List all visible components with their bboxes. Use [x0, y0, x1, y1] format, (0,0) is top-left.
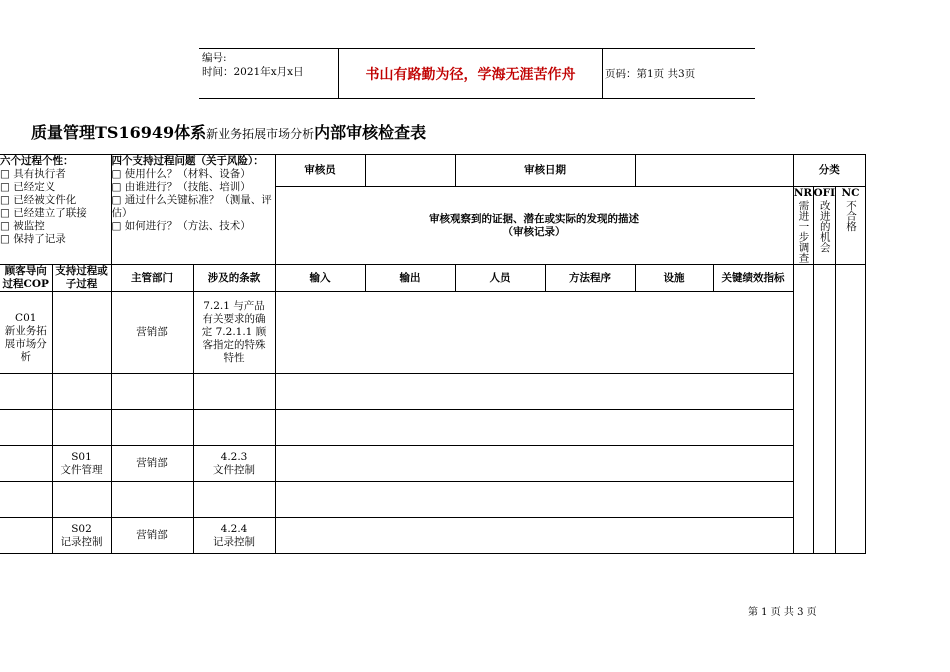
ofi-label: OFI [813, 187, 836, 199]
clause-name: 记录控制 [213, 535, 255, 548]
sub-process-cell [52, 518, 111, 554]
title-main-a: 质量管理TS16949体系 [31, 123, 207, 142]
observation-cell[interactable] [275, 446, 793, 482]
six-item: □ 具有执行者 [0, 168, 66, 180]
nc-header [836, 187, 866, 265]
clause-code: 4.2.4 [220, 522, 248, 535]
clause-cell [193, 518, 275, 554]
time-label: 时间：2021年x月x日 [202, 66, 304, 78]
clause-cell: 7.2.1 与产品有关要求的确定 7.2.1.1 顾客指定的特殊特性 [193, 292, 275, 374]
sub-name: 记录控制 [60, 535, 103, 548]
observation-cell[interactable] [275, 292, 793, 374]
col-output: 输出 [365, 265, 455, 292]
category-label: 分类 [793, 155, 866, 187]
page-footer: 第 1 页 共 3 页 [748, 607, 817, 618]
title-main-b: 内部审核检查表 [314, 123, 427, 142]
department-cell: 营销部 [111, 446, 193, 482]
col-input: 输入 [275, 265, 365, 292]
four-title: 四个支持过程问题（关于风险）： [111, 155, 264, 167]
ofi-header [813, 187, 836, 265]
audit-date-label: 审核日期 [455, 155, 635, 187]
table-row [0, 446, 866, 482]
col-department: 主管部门 [111, 265, 193, 292]
nr-label: NR [793, 187, 813, 199]
page-title [31, 120, 426, 143]
audit-date-value[interactable] [635, 155, 793, 187]
sub-name: 文件管理 [60, 463, 103, 476]
sub-code: S01 [71, 450, 92, 463]
nr-column[interactable] [793, 265, 813, 554]
four-support-questions [111, 155, 275, 265]
six-item: □ 被监控 [0, 220, 45, 232]
six-item: □ 已经建立了联接 [0, 207, 87, 219]
six-item: □ 保持了记录 [0, 233, 66, 245]
header-meta [199, 49, 337, 98]
observation-cell[interactable] [275, 482, 793, 518]
four-item: □ 如何进行？（方法、技术） [111, 220, 251, 232]
page-code: 页码：第1页 共3页 [605, 68, 696, 80]
six-process-features [0, 155, 111, 265]
col-cop: 顾客导向过程COP [0, 265, 52, 292]
table-row [0, 374, 866, 410]
table-row [0, 292, 866, 374]
table-row [0, 518, 866, 554]
table-row [0, 410, 866, 446]
sub-code: S02 [71, 522, 92, 535]
col-facility: 设施 [635, 265, 713, 292]
ofi-desc: 改进的机会 [818, 200, 831, 253]
cop-cell [0, 292, 52, 374]
four-item: □ 使用什么？（材料、设备） [111, 168, 251, 180]
nr-header [793, 187, 813, 265]
col-kpi: 关键绩效指标 [713, 265, 793, 292]
six-item: □ 已经被文件化 [0, 194, 77, 206]
clause-name: 文件控制 [213, 463, 255, 476]
cop-name: 新业务拓展市场分析 [4, 325, 47, 363]
auditor-label: 审核员 [275, 155, 365, 187]
clause-cell [193, 446, 275, 482]
four-item: □ 由谁进行？（技能、培训） [111, 181, 251, 193]
six-title: 六个过程个性： [0, 155, 74, 167]
number-label: 编号: [202, 52, 227, 64]
document-header [199, 48, 755, 99]
observation-cell[interactable] [275, 410, 793, 446]
col-sub-process: 支持过程或子过程 [52, 265, 111, 292]
six-item: □ 已经定义 [0, 181, 56, 193]
sub-process-cell [52, 446, 111, 482]
auditor-value[interactable] [365, 155, 455, 187]
col-people: 人员 [455, 265, 545, 292]
nr-desc: 需进一步调查 [797, 200, 810, 263]
nc-column[interactable] [836, 265, 866, 554]
observation-cell[interactable] [275, 518, 793, 554]
cop-code: C01 [15, 312, 37, 324]
observation-cell[interactable] [275, 374, 793, 410]
title-sub: 新业务拓展市场分析 [206, 127, 315, 141]
department-cell: 营销部 [111, 292, 193, 374]
four-item: □ 通过什么关键标准？（测量、评估） [111, 194, 272, 219]
department-cell: 营销部 [111, 518, 193, 554]
nc-label: NC [841, 187, 860, 199]
audit-checklist-table [0, 154, 866, 554]
table-row [0, 482, 866, 518]
col-clause: 涉及的条款 [193, 265, 275, 292]
col-method: 方法程序 [545, 265, 635, 292]
slogan: 书山有路勤为径，学海无涯苦作舟 [338, 49, 603, 98]
ofi-column[interactable] [813, 265, 836, 554]
clause-code: 4.2.3 [220, 450, 248, 463]
observation-header: 审核观察到的证据、潜在或实际的发现的描述（审核记录） [275, 187, 793, 265]
sub-process-cell [52, 292, 111, 374]
nc-desc: 不合格 [845, 200, 858, 232]
